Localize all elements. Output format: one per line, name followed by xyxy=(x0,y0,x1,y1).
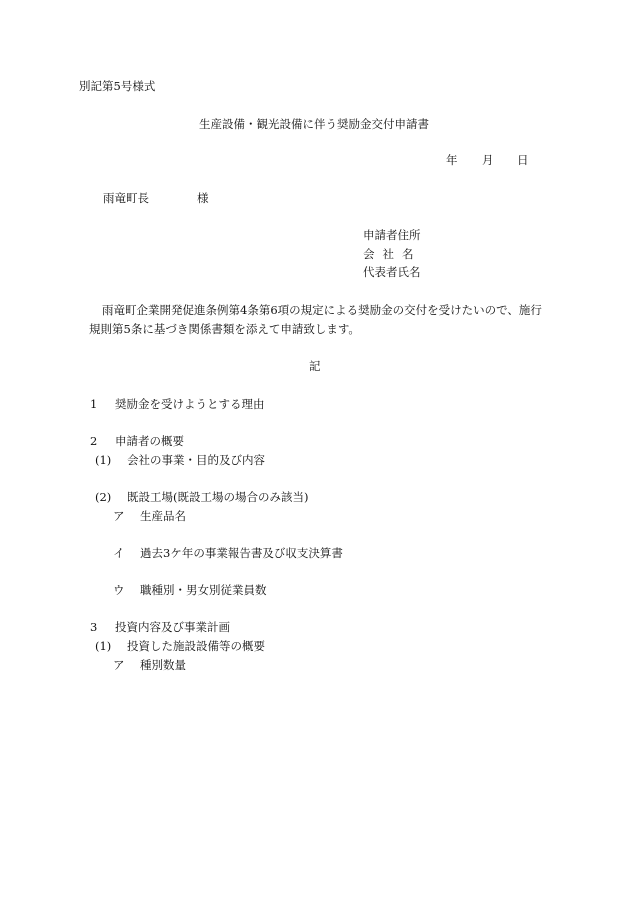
section-number: 1 xyxy=(90,397,98,411)
item-marker: ア xyxy=(113,509,125,523)
date-day-label: 日 xyxy=(517,153,529,167)
form-number-label: 別記第5号様式 xyxy=(79,79,156,93)
section-title: 奨励金を受けようとする理由 xyxy=(115,397,265,411)
item-marker: ウ xyxy=(113,583,125,597)
item-text: 職種別・男女別従業員数 xyxy=(140,583,267,597)
subsection-number: (2) xyxy=(95,490,112,504)
applicant-representative-label: 代表者氏名 xyxy=(363,265,421,279)
item-marker: イ xyxy=(113,546,125,560)
date-month-label: 月 xyxy=(482,153,494,167)
ki-heading: 記 xyxy=(309,359,321,373)
subsection-title: 既設工場(既設工場の場合のみ該当) xyxy=(127,490,309,504)
document-title: 生産設備・観光設備に伴う奨励金交付申請書 xyxy=(199,117,429,131)
subsection-number: (1) xyxy=(95,453,112,467)
subsection-title: 会社の事業・目的及び内容 xyxy=(127,453,265,467)
applicant-company-label: 会社名 xyxy=(363,247,422,261)
body-text-line-2: 規則第5条に基づき関係書類を添えて申請致します。 xyxy=(89,322,360,336)
date-year-label: 年 xyxy=(446,153,458,167)
item-marker: ア xyxy=(113,658,125,672)
section-number: 3 xyxy=(90,620,98,634)
section-number: 2 xyxy=(90,434,98,448)
item-text: 種別数量 xyxy=(140,658,186,672)
item-text: 生産品名 xyxy=(140,509,186,523)
addressee-name: 雨竜町長 xyxy=(103,191,149,205)
addressee-honorific: 様 xyxy=(197,191,209,205)
subsection-title: 投資した施設設備等の概要 xyxy=(127,639,265,653)
section-title: 投資内容及び事業計画 xyxy=(115,620,230,634)
subsection-number: (1) xyxy=(95,639,112,653)
section-title: 申請者の概要 xyxy=(115,434,184,448)
item-text: 過去3ケ年の事業報告書及び収支決算書 xyxy=(140,546,343,560)
applicant-address-label: 申請者住所 xyxy=(363,228,421,242)
body-text-line-1: 雨竜町企業開発促進条例第4条第6項の規定による奨励金の交付を受けたいので、施行 xyxy=(102,303,542,317)
